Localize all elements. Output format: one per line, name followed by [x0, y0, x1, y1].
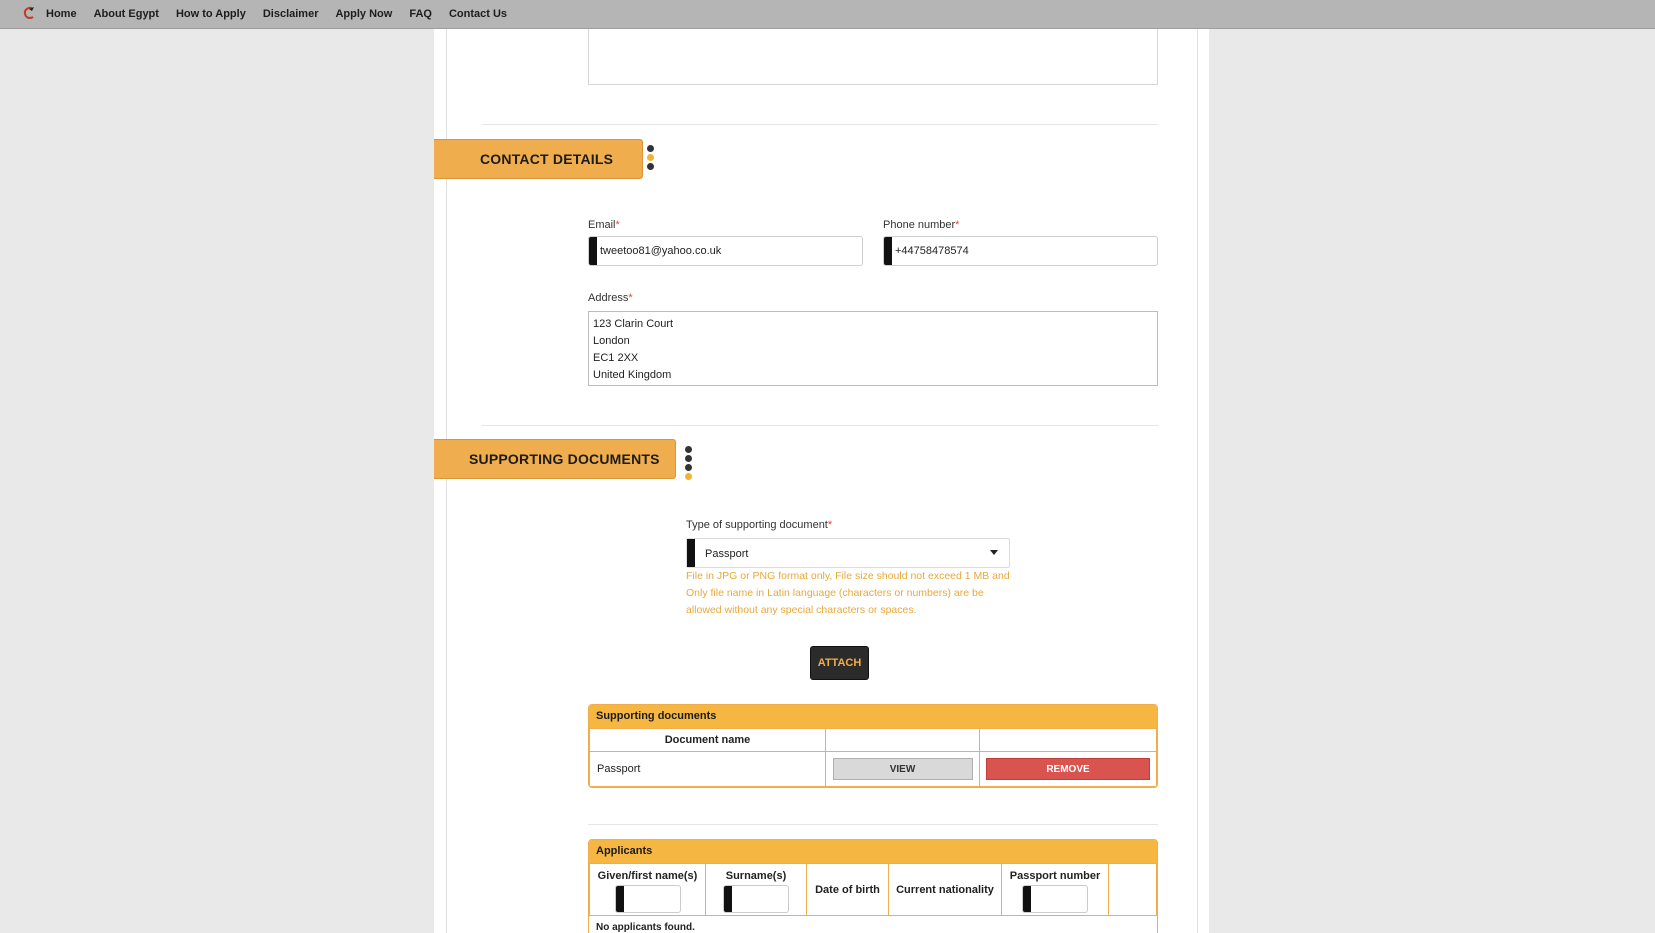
col-view	[826, 729, 980, 752]
document-name-cell: Passport	[590, 752, 826, 787]
top-nav	[0, 0, 1655, 29]
remove-button[interactable]: REMOVE	[986, 758, 1150, 780]
panel-title: Supporting documents	[589, 705, 1157, 728]
col-document-name: Document name	[590, 729, 826, 752]
view-button[interactable]: VIEW	[833, 758, 973, 780]
eagle-logo-icon[interactable]	[22, 6, 36, 22]
panel-title: Applicants	[589, 840, 1157, 863]
documents-table	[589, 728, 1157, 787]
col-passport-number: Passport number	[1002, 864, 1109, 916]
divider	[588, 824, 1158, 825]
col-actions	[1109, 864, 1157, 916]
nav-how-to-apply[interactable]: How to Apply	[175, 8, 246, 20]
phone-field[interactable]	[883, 236, 1158, 266]
previous-textarea[interactable]	[588, 29, 1158, 85]
given-name-filter[interactable]	[615, 885, 681, 913]
address-line: 123 Clarin Court	[593, 318, 674, 330]
attach-button[interactable]: ATTACH	[810, 646, 869, 680]
section-step-dots-icon	[647, 145, 655, 172]
divider	[482, 425, 1158, 426]
col-surnames: Surname(s)	[706, 864, 807, 916]
contact-details-title: CONTACT DETAILS	[480, 151, 614, 167]
supporting-documents-banner	[434, 439, 676, 479]
table-row	[590, 752, 1157, 787]
passport-number-filter[interactable]	[1022, 885, 1088, 913]
email-field[interactable]	[588, 236, 863, 266]
address-label: Address*	[588, 292, 633, 304]
section-step-dots-icon	[685, 446, 693, 482]
surname-filter[interactable]	[723, 885, 789, 913]
supporting-documents-title: SUPPORTING DOCUMENTS	[469, 451, 660, 467]
nav-apply-now[interactable]: Apply Now	[335, 8, 393, 20]
address-textarea[interactable]	[588, 311, 1158, 386]
nav-about-egypt[interactable]: About Egypt	[93, 8, 159, 20]
doc-type-label: Type of supporting document*	[686, 519, 833, 531]
applicants-panel	[588, 839, 1158, 933]
divider	[482, 124, 1158, 125]
col-given-names: Given/first name(s)	[590, 864, 706, 916]
nav-contact-us[interactable]: Contact Us	[448, 8, 508, 20]
file-hint: File in JPG or PNG format only, File size should not exceed 1 MB and Only file name in Latin language (characters or numbers) are be allowed without any special characters or spaces.	[686, 570, 1010, 616]
address-line: EC1 2XX	[593, 352, 639, 364]
nav-home[interactable]: Home	[46, 8, 77, 20]
email-label: Email*	[588, 219, 620, 231]
phone-value: +44758478574	[895, 245, 969, 257]
supporting-documents-panel	[588, 704, 1158, 788]
contact-details-banner	[434, 139, 643, 179]
col-remove	[980, 729, 1157, 752]
caret-down-icon	[990, 550, 998, 555]
email-value: tweetoo81@yahoo.co.uk	[600, 245, 722, 257]
no-applicants-message: No applicants found.	[596, 922, 695, 933]
applicants-table	[589, 863, 1157, 916]
doc-type-select[interactable]	[686, 538, 1010, 568]
col-current-nationality: Current nationality	[889, 864, 1002, 916]
address-line: London	[593, 335, 630, 347]
address-line: United Kingdom	[593, 369, 672, 381]
phone-label: Phone number*	[883, 219, 960, 231]
col-date-of-birth: Date of birth	[807, 864, 889, 916]
nav-faq[interactable]: FAQ	[409, 8, 432, 20]
doc-type-value: Passport	[705, 548, 749, 560]
nav-disclaimer[interactable]: Disclaimer	[262, 8, 319, 20]
page-rule-right	[1197, 29, 1198, 933]
